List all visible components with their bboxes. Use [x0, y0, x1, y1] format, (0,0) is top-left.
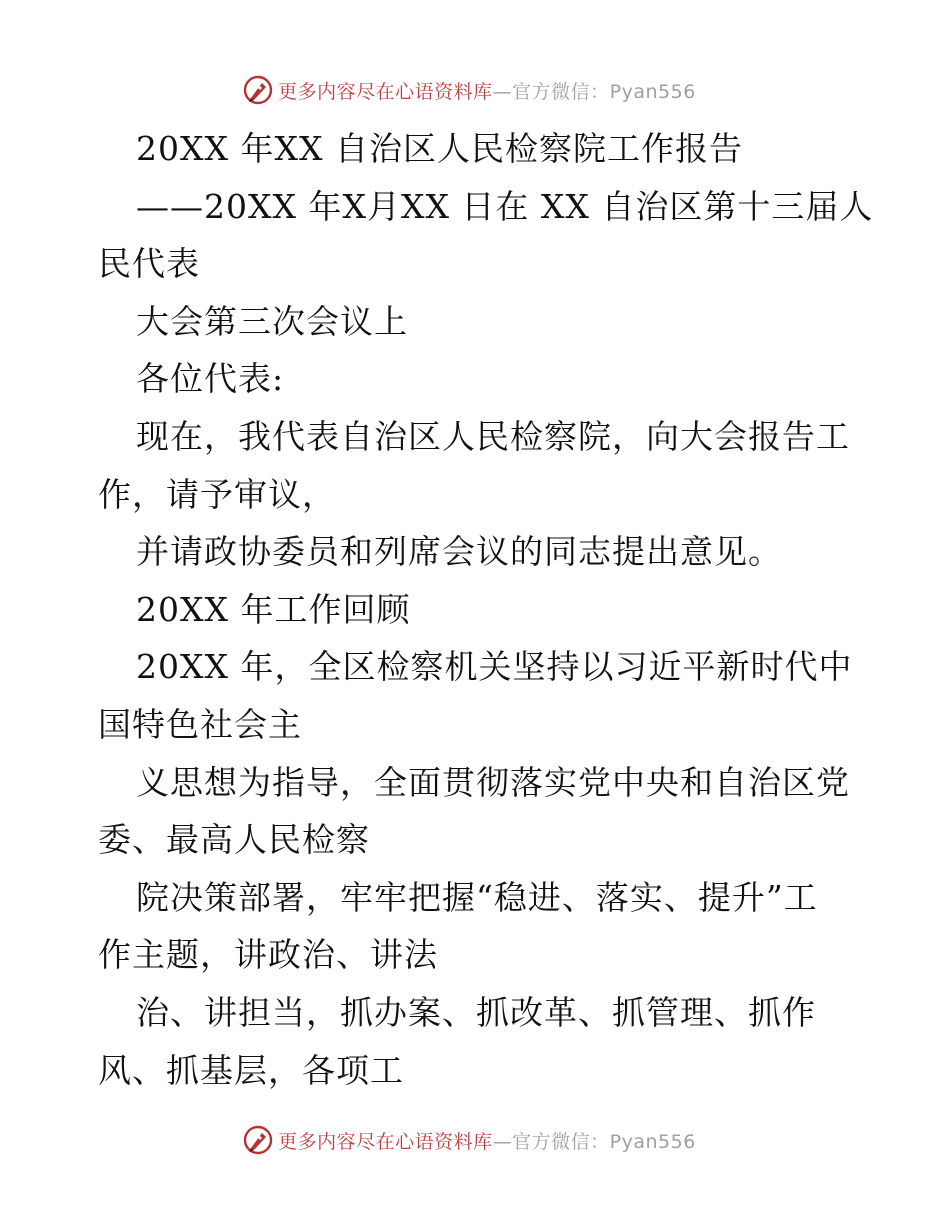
- text-line: 风、抓基层，各项工: [98, 1050, 404, 1090]
- text-line: 民代表: [98, 244, 200, 284]
- text-line: 委、最高人民检察: [98, 820, 370, 860]
- text-line: 大会第三次会议上: [136, 301, 408, 341]
- pen-nib-logo-icon: [242, 1124, 274, 1156]
- text-line: 现在，我代表自治区人民检察院，向大会报告工: [136, 416, 850, 456]
- document-title: 20XX 年XX 自治区人民检察院工作报告: [136, 129, 743, 168]
- text-line: 作，请予审议，: [98, 474, 336, 514]
- text-line: 国特色社会主: [98, 704, 302, 744]
- header-banner: [0, 70, 950, 110]
- text-line: 20XX 年，全区检察机关坚持以习近平新时代中: [136, 647, 853, 687]
- text-line: 作主题，讲政治、讲法: [98, 935, 438, 975]
- banner-text: 更多内容尽在心语资料库—官方微信：Pyan556: [278, 1130, 696, 1153]
- text-line: 院决策部署，牢牢把握“稳进、落实、提升”工: [136, 877, 818, 917]
- text-line: 义思想为指导，全面贯彻落实党中央和自治区党: [136, 762, 850, 802]
- text-line: 治、讲担当，抓办案、抓改革、抓管理、抓作: [136, 992, 816, 1032]
- salutation: 各位代表:: [136, 359, 285, 399]
- document-subtitle: ——20XX 年X月XX 日在 XX 自治区第十三届人: [136, 186, 874, 226]
- document-body: [98, 120, 874, 1099]
- banner-text: 更多内容尽在心语资料库—官方微信：Pyan556: [278, 80, 696, 103]
- pen-nib-logo-icon: [242, 74, 274, 106]
- footer-banner: [0, 1120, 950, 1160]
- text-line: 并请政协委员和列席会议的同志提出意见。: [136, 532, 782, 572]
- section-heading: 20XX 年工作回顾: [136, 589, 411, 629]
